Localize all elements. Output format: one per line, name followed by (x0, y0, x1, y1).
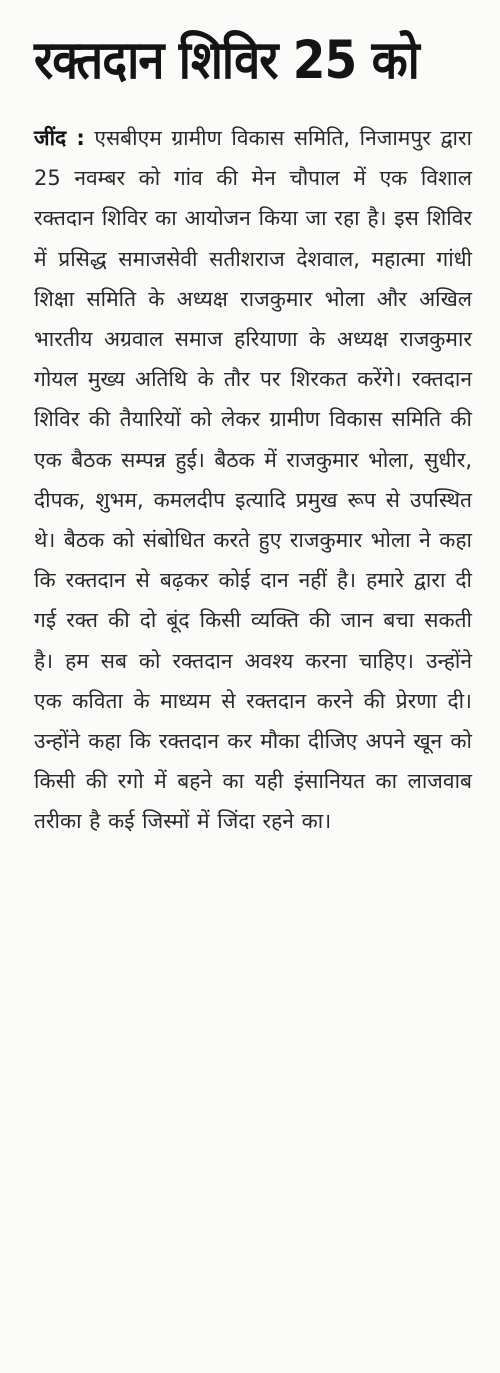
article-body (34, 118, 472, 842)
article-headline: रक्तदान शिविर 25 को (34, 29, 419, 92)
article-dateline: जींद : (34, 126, 85, 150)
article-body-text: एसबीएम ग्रामीण विकास समिति, निजामपुर द्वारा 25 नवम्बर को गांव की मेन चौपाल में एक विशाल रक्तदान शिविर का आयोजन किया जा रहा है। इस शिविर में प्रसिद्ध समाजसेवी सतीशराज देशवाल, महात्मा गांधी शिक्षा समिति के अध्यक्ष राजकुमार भोला और अखिल भारतीय अग्रवाल समाज हरियाणा के अध्यक्ष राजकुमार गोयल मुख्य अतिथि के तौर पर शिरकत करेंगे। रक्तदान शिविर की तैयारियों को लेकर ग्रामीण विकास समिति की एक बैठक सम्पन्न हुई। बैठक में राजकुमार भोला, सुधीर, दीपक, शुभम, कमलदीप इत्यादि प्रमुख रूप से उपस्थित थे। बैठक को संबोधित करते हुए राजकुमार भोला ने कहा कि रक्तदान से बढ़कर कोई दान नहीं है। हमारे द्वारा दी गई रक्त की दो बूंद किसी व्यक्ति की जान बचा सकती है। हम सब को रक्तदान अवश्य करना चाहिए। उन्होंने एक कविता के माध्यम से रक्तदान करने की प्रेरणा दी। उन्होंने कहा कि रक्तदान कर मौका दीजिए अपने खून को किसी की रगो में बहने का यही इंसानियत का लाजवाब तरीका है कई जिस्मों में जिंदा रहने का। (34, 126, 472, 834)
